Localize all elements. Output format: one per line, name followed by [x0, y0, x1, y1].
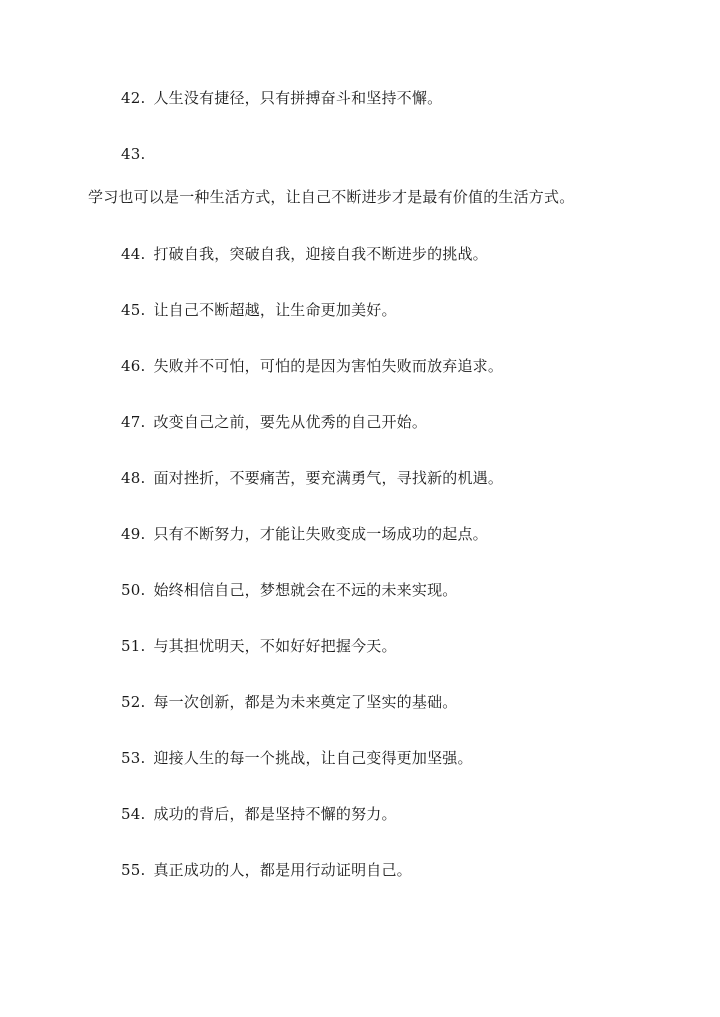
list-item — [121, 748, 473, 768]
list-item — [121, 300, 397, 320]
item-number: 48. — [121, 469, 146, 487]
list-item — [121, 804, 397, 824]
item-number: 55. — [121, 861, 146, 879]
item-number: 50. — [121, 581, 146, 599]
item-number: 54. — [121, 805, 146, 823]
item-number: 49. — [121, 525, 146, 543]
item-text: 学习也可以是一种生活方式，让自己不断进步才是最有价值的生活方式。 — [88, 188, 575, 206]
item-text: 与其担忧明天，不如好好把握今天。 — [153, 637, 397, 655]
list-item — [121, 860, 412, 880]
item-text: 改变自己之前，要先从优秀的自己开始。 — [153, 413, 428, 431]
list-item — [121, 244, 488, 264]
item-text: 每一次创新，都是为未来奠定了坚实的基础。 — [153, 693, 458, 711]
item-text: 让自己不断超越，让生命更加美好。 — [153, 301, 397, 319]
item-text: 人生没有捷径，只有拼搏奋斗和坚持不懈。 — [153, 89, 443, 107]
item-number: 53. — [121, 749, 146, 767]
item-number: 44. — [121, 245, 146, 263]
item-text: 真正成功的人，都是用行动证明自己。 — [153, 861, 412, 879]
list-item — [121, 580, 457, 600]
item-number: 46. — [121, 357, 146, 375]
item-text: 始终相信自己，梦想就会在不远的未来实现。 — [153, 581, 458, 599]
item-number: 51. — [121, 637, 146, 655]
list-item — [121, 468, 503, 488]
list-item — [121, 524, 488, 544]
item-text: 失败并不可怕，可怕的是因为害怕失败而放弃追求。 — [153, 357, 504, 375]
list-item — [121, 88, 442, 108]
list-item — [121, 144, 153, 164]
item-number: 43. — [121, 145, 146, 163]
list-item — [121, 692, 457, 712]
item-number: 45. — [121, 301, 146, 319]
list-item — [121, 356, 503, 376]
list-item — [121, 636, 397, 656]
item-text: 打破自我，突破自我，迎接自我不断进步的挑战。 — [153, 245, 488, 263]
item-text: 成功的背后，都是坚持不懈的努力。 — [153, 805, 397, 823]
list-item — [121, 412, 427, 432]
item-text: 面对挫折，不要痛苦，要充满勇气，寻找新的机遇。 — [153, 469, 504, 487]
item-text: 迎接人生的每一个挑战，让自己变得更加坚强。 — [153, 749, 473, 767]
item-number: 47. — [121, 413, 146, 431]
item-text: 只有不断努力，才能让失败变成一场成功的起点。 — [153, 525, 488, 543]
item-number: 52. — [121, 693, 146, 711]
list-item-continuation — [88, 187, 574, 207]
item-number: 42. — [121, 89, 146, 107]
